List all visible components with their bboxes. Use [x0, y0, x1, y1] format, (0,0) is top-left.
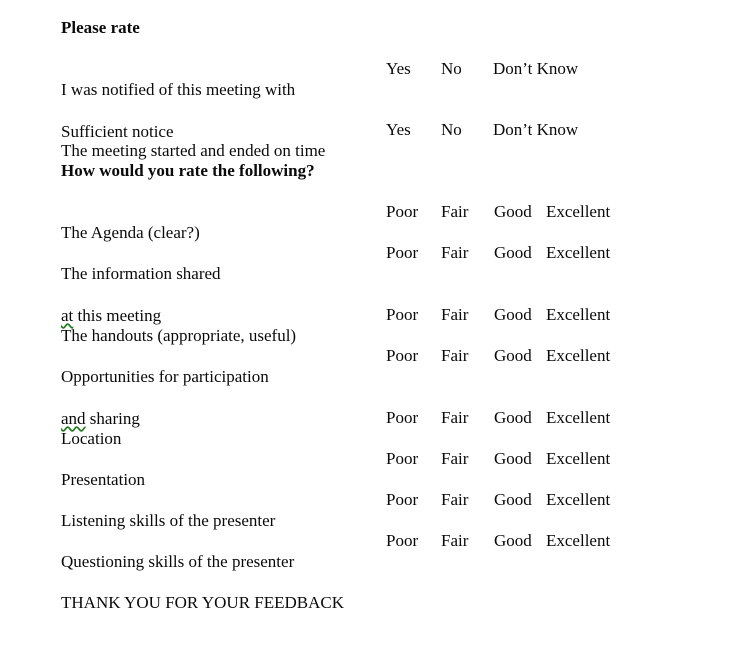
question-label	[61, 489, 386, 531]
option-fair[interactable]: Fair	[441, 531, 469, 550]
option-dont-know[interactable]: Don’t Know	[493, 59, 579, 78]
question-text: Presentation	[61, 470, 146, 489]
rating-option-group	[386, 345, 721, 366]
yes-no-option-group	[386, 119, 721, 140]
question-line-1: The meeting started and ended on time	[61, 141, 326, 160]
option-no[interactable]: No	[441, 59, 462, 78]
option-good[interactable]: Good	[494, 202, 532, 221]
rating-option-group	[386, 489, 721, 510]
question-label	[61, 201, 386, 243]
option-poor[interactable]: Poor	[386, 346, 419, 365]
question-text: Location	[61, 429, 122, 448]
option-excellent[interactable]: Excellent	[546, 408, 611, 427]
question-label	[61, 448, 386, 490]
section-heading-please-rate: Please rate	[61, 18, 140, 37]
grammar-flagged-word: at	[61, 306, 74, 325]
option-excellent[interactable]: Excellent	[546, 202, 611, 221]
question-text: Questioning skills of the presenter	[61, 552, 295, 571]
option-excellent[interactable]: Excellent	[546, 346, 611, 365]
option-fair[interactable]: Fair	[441, 243, 469, 262]
option-poor[interactable]: Poor	[386, 243, 419, 262]
question-line-2: Sufficient notice	[61, 122, 174, 141]
question-text: The information shared	[61, 264, 221, 283]
option-fair[interactable]: Fair	[441, 449, 469, 468]
rating-option-group	[386, 201, 721, 222]
option-poor[interactable]: Poor	[386, 305, 419, 324]
question-row-questioning-skills	[61, 530, 721, 572]
option-fair[interactable]: Fair	[441, 202, 469, 221]
option-fair[interactable]: Fair	[441, 305, 469, 324]
option-poor[interactable]: Poor	[386, 490, 419, 509]
rating-option-group	[386, 242, 721, 263]
option-fair[interactable]: Fair	[441, 408, 469, 427]
option-good[interactable]: Good	[494, 531, 532, 550]
option-dont-know[interactable]: Don’t Know	[493, 120, 579, 139]
yes-no-option-group	[386, 58, 721, 79]
question-label	[61, 407, 386, 449]
question-row-location	[61, 407, 721, 449]
question-label	[61, 119, 386, 161]
option-fair[interactable]: Fair	[441, 346, 469, 365]
closing-thank-you-text: THANK YOU FOR YOUR FEEDBACK	[61, 593, 345, 612]
question-row-agenda	[61, 201, 721, 243]
option-excellent[interactable]: Excellent	[546, 490, 611, 509]
question-row-started-ended-on-time	[61, 119, 721, 161]
option-yes[interactable]: Yes	[386, 59, 411, 78]
rating-option-group	[386, 530, 721, 551]
option-excellent[interactable]: Excellent	[546, 531, 611, 550]
option-poor[interactable]: Poor	[386, 531, 419, 550]
option-excellent[interactable]: Excellent	[546, 305, 611, 324]
option-poor[interactable]: Poor	[386, 449, 419, 468]
option-good[interactable]: Good	[494, 449, 532, 468]
option-excellent[interactable]: Excellent	[546, 243, 611, 262]
question-text: Opportunities for participation	[61, 367, 269, 386]
option-poor[interactable]: Poor	[386, 202, 419, 221]
question-text: Listening skills of the presenter	[61, 511, 276, 530]
option-fair[interactable]: Fair	[441, 490, 469, 509]
question-text: The Agenda (clear?)	[61, 223, 200, 242]
option-good[interactable]: Good	[494, 243, 532, 262]
question-row-handouts	[61, 304, 721, 346]
option-excellent[interactable]: Excellent	[546, 449, 611, 468]
option-good[interactable]: Good	[494, 305, 532, 324]
question-label	[61, 530, 386, 572]
rating-option-group	[386, 304, 721, 325]
question-row-presentation	[61, 448, 721, 490]
rating-option-group	[386, 448, 721, 469]
option-no[interactable]: No	[441, 120, 462, 139]
option-good[interactable]: Good	[494, 346, 532, 365]
question-text: The handouts (appropriate, useful)	[61, 326, 297, 345]
question-label	[61, 304, 386, 346]
question-line-1: I was notified of this meeting with	[61, 80, 296, 99]
question-row-listening-skills	[61, 489, 721, 531]
grammar-flagged-word: and	[61, 409, 86, 428]
option-good[interactable]: Good	[494, 408, 532, 427]
rating-option-group	[386, 407, 721, 428]
option-yes[interactable]: Yes	[386, 120, 411, 139]
option-good[interactable]: Good	[494, 490, 532, 509]
question-line-2-rest: this meeting	[73, 306, 162, 325]
option-poor[interactable]: Poor	[386, 408, 419, 427]
section-heading-how-would-you-rate: How would you rate the following?	[61, 161, 315, 180]
question-line-2-rest: sharing	[85, 409, 140, 428]
